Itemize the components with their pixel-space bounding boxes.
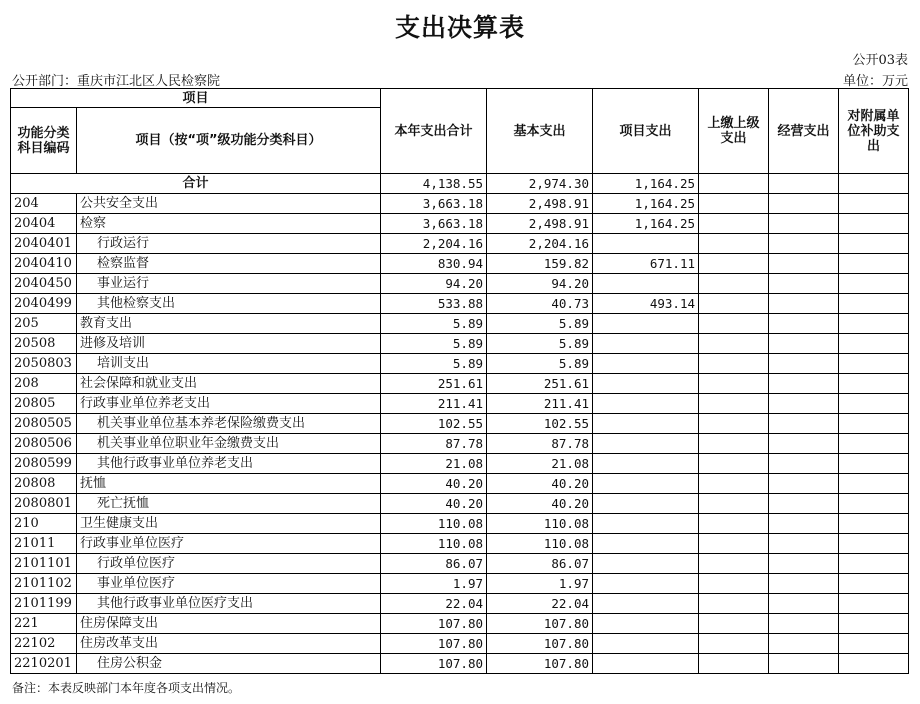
row-project: [593, 454, 699, 474]
row-code: 20805: [11, 394, 77, 414]
row-subsidy: [839, 594, 909, 614]
row-basic: 40.20: [487, 474, 593, 494]
unit-label: 单位：万元: [842, 74, 908, 89]
row-name: 抚恤: [77, 474, 381, 494]
row-name: 事业运行: [77, 274, 381, 294]
header-code: 功能分类科目编码: [11, 108, 77, 174]
row-subsidy: [839, 254, 909, 274]
row-upper: [699, 334, 769, 354]
row-basic: 86.07: [487, 554, 593, 574]
row-upper: [699, 374, 769, 394]
row-name: 社会保障和就业支出: [77, 374, 381, 394]
row-business: [769, 314, 839, 334]
row-code: 2040401: [11, 234, 77, 254]
row-subsidy: [839, 494, 909, 514]
row-code: 210: [11, 514, 77, 534]
table-row: [11, 474, 909, 494]
row-business: [769, 214, 839, 234]
row-project: [593, 594, 699, 614]
row-upper: [699, 274, 769, 294]
row-name: 机关事业单位职业年金缴费支出: [77, 434, 381, 454]
row-project: [593, 634, 699, 654]
row-total: 830.94: [381, 254, 487, 274]
row-code: 2040410: [11, 254, 77, 274]
table-row: [11, 654, 909, 674]
row-name: 教育支出: [77, 314, 381, 334]
row-name: 住房改革支出: [77, 634, 381, 654]
row-project: 1,164.25: [593, 194, 699, 214]
table-row: [11, 414, 909, 434]
table-row: [11, 614, 909, 634]
row-basic: 251.61: [487, 374, 593, 394]
row-code: 2080599: [11, 454, 77, 474]
row-project: [593, 234, 699, 254]
row-code: 20808: [11, 474, 77, 494]
row-total: 533.88: [381, 294, 487, 314]
total-sum: 4,138.55: [381, 174, 487, 194]
row-total: 5.89: [381, 354, 487, 374]
row-business: [769, 534, 839, 554]
row-total: 40.20: [381, 494, 487, 514]
row-name: 进修及培训: [77, 334, 381, 354]
row-project: [593, 494, 699, 514]
row-basic: 40.73: [487, 294, 593, 314]
row-project: [593, 554, 699, 574]
page-title: 支出决算表: [394, 13, 525, 42]
row-code: 204: [11, 194, 77, 214]
row-project: [593, 654, 699, 674]
table-row: [11, 334, 909, 354]
row-subsidy: [839, 354, 909, 374]
row-basic: 102.55: [487, 414, 593, 434]
row-total: 86.07: [381, 554, 487, 574]
row-total: 107.80: [381, 654, 487, 674]
row-business: [769, 514, 839, 534]
form-number: 公开03表: [852, 53, 908, 68]
row-business: [769, 414, 839, 434]
row-name: 检察: [77, 214, 381, 234]
table-row: [11, 534, 909, 554]
row-total: 5.89: [381, 334, 487, 354]
row-project: [593, 274, 699, 294]
row-project: [593, 414, 699, 434]
row-subsidy: [839, 294, 909, 314]
row-business: [769, 554, 839, 574]
row-upper: [699, 454, 769, 474]
row-project: [593, 334, 699, 354]
row-name: 卫生健康支出: [77, 514, 381, 534]
row-upper: [699, 194, 769, 214]
row-basic: 94.20: [487, 274, 593, 294]
row-upper: [699, 514, 769, 534]
row-subsidy: [839, 374, 909, 394]
row-subsidy: [839, 394, 909, 414]
row-business: [769, 474, 839, 494]
row-total: 21.08: [381, 454, 487, 474]
row-total: 94.20: [381, 274, 487, 294]
header-basic: 基本支出: [487, 89, 593, 174]
row-name: 培训支出: [77, 354, 381, 374]
total-basic: 2,974.30: [487, 174, 593, 194]
row-basic: 40.20: [487, 494, 593, 514]
row-subsidy: [839, 414, 909, 434]
row-upper: [699, 574, 769, 594]
row-basic: 2,498.91: [487, 214, 593, 234]
row-subsidy: [839, 554, 909, 574]
row-code: 2080506: [11, 434, 77, 454]
row-code: 205: [11, 314, 77, 334]
table-row: [11, 314, 909, 334]
row-total: 5.89: [381, 314, 487, 334]
table-row: [11, 294, 909, 314]
row-upper: [699, 354, 769, 374]
row-upper: [699, 534, 769, 554]
row-business: [769, 654, 839, 674]
row-basic: 87.78: [487, 434, 593, 454]
row-project: [593, 534, 699, 554]
row-code: 2101101: [11, 554, 77, 574]
row-subsidy: [839, 234, 909, 254]
row-basic: 21.08: [487, 454, 593, 474]
row-name: 其他行政事业单位养老支出: [77, 454, 381, 474]
table-row: [11, 454, 909, 474]
row-business: [769, 374, 839, 394]
row-basic: 107.80: [487, 654, 593, 674]
header-item: 项目（按“项”级功能分类科目）: [77, 108, 381, 174]
row-code: 2050803: [11, 354, 77, 374]
header-project: 项目支出: [593, 89, 699, 174]
row-subsidy: [839, 534, 909, 554]
table-row: [11, 214, 909, 234]
row-basic: 2,498.91: [487, 194, 593, 214]
row-project: 671.11: [593, 254, 699, 274]
row-project: [593, 614, 699, 634]
header-subsidy: 对附属单位补助支出: [839, 89, 909, 174]
expenditure-table: [10, 88, 909, 674]
row-name: 机关事业单位基本养老保险缴费支出: [77, 414, 381, 434]
row-code: 2040499: [11, 294, 77, 314]
row-business: [769, 294, 839, 314]
row-business: [769, 594, 839, 614]
row-basic: 211.41: [487, 394, 593, 414]
row-basic: 2,204.16: [487, 234, 593, 254]
header-business: 经营支出: [769, 89, 839, 174]
row-total: 40.20: [381, 474, 487, 494]
row-total: 3,663.18: [381, 194, 487, 214]
row-basic: 107.80: [487, 634, 593, 654]
row-code: 2080505: [11, 414, 77, 434]
row-code: 2101102: [11, 574, 77, 594]
row-subsidy: [839, 274, 909, 294]
row-basic: 107.80: [487, 614, 593, 634]
table-row: [11, 374, 909, 394]
row-basic: 110.08: [487, 534, 593, 554]
header-total: 本年支出合计: [381, 89, 487, 174]
row-project: [593, 354, 699, 374]
row-business: [769, 634, 839, 654]
row-basic: 5.89: [487, 334, 593, 354]
row-code: 20404: [11, 214, 77, 234]
row-name: 事业单位医疗: [77, 574, 381, 594]
row-total: 107.80: [381, 634, 487, 654]
row-name: 其他检察支出: [77, 294, 381, 314]
row-project: [593, 434, 699, 454]
row-name: 公共安全支出: [77, 194, 381, 214]
row-total: 211.41: [381, 394, 487, 414]
table-row: [11, 514, 909, 534]
row-total: 3,663.18: [381, 214, 487, 234]
row-business: [769, 494, 839, 514]
row-basic: 5.89: [487, 354, 593, 374]
row-name: 住房公积金: [77, 654, 381, 674]
row-business: [769, 274, 839, 294]
total-row: [11, 174, 909, 194]
row-business: [769, 234, 839, 254]
row-code: 21011: [11, 534, 77, 554]
row-name: 行政事业单位医疗: [77, 534, 381, 554]
total-upper: [699, 174, 769, 194]
row-business: [769, 614, 839, 634]
table-row: [11, 394, 909, 414]
row-project: [593, 394, 699, 414]
row-business: [769, 454, 839, 474]
total-label: 合计: [11, 174, 381, 194]
row-subsidy: [839, 434, 909, 454]
table-row: [11, 634, 909, 654]
row-upper: [699, 474, 769, 494]
row-upper: [699, 314, 769, 334]
header-upper: 上缴上级支出: [699, 89, 769, 174]
row-business: [769, 434, 839, 454]
row-total: 2,204.16: [381, 234, 487, 254]
row-total: 110.08: [381, 534, 487, 554]
row-subsidy: [839, 474, 909, 494]
row-business: [769, 194, 839, 214]
row-name: 住房保障支出: [77, 614, 381, 634]
row-subsidy: [839, 334, 909, 354]
row-basic: 159.82: [487, 254, 593, 274]
table-row: [11, 274, 909, 294]
row-business: [769, 394, 839, 414]
row-upper: [699, 394, 769, 414]
table-row: [11, 594, 909, 614]
total-business: [769, 174, 839, 194]
row-upper: [699, 654, 769, 674]
row-basic: 110.08: [487, 514, 593, 534]
row-code: 2101199: [11, 594, 77, 614]
row-subsidy: [839, 214, 909, 234]
footnote: 备注：本表反映部门本年度各项支出情况。: [12, 681, 241, 695]
row-subsidy: [839, 634, 909, 654]
row-business: [769, 354, 839, 374]
row-project: [593, 314, 699, 334]
row-upper: [699, 634, 769, 654]
department-label: 公开部门：重庆市江北区人民检察院: [12, 74, 221, 89]
row-project: [593, 474, 699, 494]
row-name: 行政事业单位养老支出: [77, 394, 381, 414]
table-row: [11, 194, 909, 214]
row-total: 1.97: [381, 574, 487, 594]
row-subsidy: [839, 454, 909, 474]
row-name: 行政单位医疗: [77, 554, 381, 574]
row-subsidy: [839, 314, 909, 334]
row-code: 22102: [11, 634, 77, 654]
row-code: 2210201: [11, 654, 77, 674]
row-project: [593, 574, 699, 594]
header-project-group: 项目: [11, 89, 381, 108]
row-subsidy: [839, 654, 909, 674]
row-code: 20508: [11, 334, 77, 354]
row-subsidy: [839, 514, 909, 534]
row-subsidy: [839, 614, 909, 634]
row-business: [769, 334, 839, 354]
row-total: 102.55: [381, 414, 487, 434]
row-subsidy: [839, 194, 909, 214]
row-project: 1,164.25: [593, 214, 699, 234]
row-project: [593, 514, 699, 534]
row-code: 208: [11, 374, 77, 394]
row-total: 251.61: [381, 374, 487, 394]
row-upper: [699, 594, 769, 614]
row-business: [769, 254, 839, 274]
table-row: [11, 494, 909, 514]
row-code: 2080801: [11, 494, 77, 514]
row-total: 110.08: [381, 514, 487, 534]
total-project: 1,164.25: [593, 174, 699, 194]
row-total: 107.80: [381, 614, 487, 634]
row-upper: [699, 294, 769, 314]
row-upper: [699, 234, 769, 254]
row-upper: [699, 434, 769, 454]
row-basic: 1.97: [487, 574, 593, 594]
row-basic: 22.04: [487, 594, 593, 614]
row-code: 2040450: [11, 274, 77, 294]
row-business: [769, 574, 839, 594]
row-upper: [699, 614, 769, 634]
row-name: 检察监督: [77, 254, 381, 274]
table-row: [11, 234, 909, 254]
row-name: 其他行政事业单位医疗支出: [77, 594, 381, 614]
table-row: [11, 554, 909, 574]
table-row: [11, 574, 909, 594]
row-upper: [699, 554, 769, 574]
row-total: 87.78: [381, 434, 487, 454]
table-row: [11, 434, 909, 454]
row-project: [593, 374, 699, 394]
row-upper: [699, 494, 769, 514]
table-row: [11, 354, 909, 374]
row-total: 22.04: [381, 594, 487, 614]
row-subsidy: [839, 574, 909, 594]
row-code: 221: [11, 614, 77, 634]
row-upper: [699, 254, 769, 274]
table-row: [11, 254, 909, 274]
row-name: 死亡抚恤: [77, 494, 381, 514]
row-project: 493.14: [593, 294, 699, 314]
row-upper: [699, 414, 769, 434]
row-name: 行政运行: [77, 234, 381, 254]
row-upper: [699, 214, 769, 234]
total-subsidy: [839, 174, 909, 194]
row-basic: 5.89: [487, 314, 593, 334]
